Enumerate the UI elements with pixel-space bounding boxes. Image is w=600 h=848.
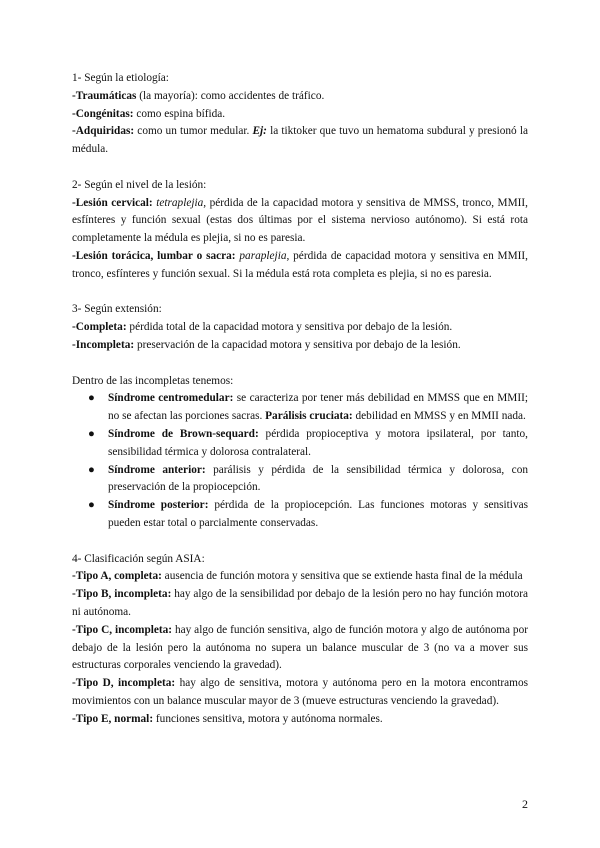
asia-tipo-c: -Tipo C, incompleta: hay algo de función sensitiva, algo de función motora y algo de autónoma por debajo de la lesión pero la autónoma no supera un balance muscular de 3 (no va a mover sus estructuras corporales venciendo la gravedad). <box>72 623 528 672</box>
list-item: ● Síndrome posterior: pérdida de la propiocepción. Las funciones motoras y sensitivas pueden estar total o parcialmente conservadas. <box>88 499 528 529</box>
s2-toracica: -Lesión torácica, lumbar o sacra: paraplejia, pérdida de capacidad motora y sensitiva en MMII, tronco, esfínteres y función sexual. Si la médula está rota completa es plejia, si no es paresia. <box>72 249 528 280</box>
section2-heading: 2- Según el nivel de la lesión: <box>72 178 207 191</box>
s1-adquiridas: -Adquiridas: como un tumor medular. Ej: la tiktoker que tuvo un hematoma subdural y presionó la médula. <box>72 125 529 156</box>
bullet-icon: ● <box>88 499 95 512</box>
page-number: 2 <box>522 797 528 811</box>
s1-congenitas: -Congénitas: como espina bífida. <box>72 107 226 120</box>
section1-heading: 1- Según la etiología: <box>72 72 169 84</box>
syndrome-list <box>72 390 528 532</box>
s3-intro: Dentro de las incompletas tenemos: <box>72 374 234 387</box>
asia-tipo-a: -Tipo A, completa: ausencia de función motora y sensitiva que se extiende hasta final de la médula <box>72 570 523 583</box>
bullet-icon: ● <box>88 392 95 405</box>
asia-tipo-e: -Tipo E, normal: funciones sensitiva, motora y autónoma normales. <box>72 712 383 725</box>
list-item: ● Síndrome anterior: parálisis y pérdida de la sensibilidad térmica y dolorosa, con preservación de la propiocepción. <box>88 463 528 494</box>
asia-tipo-d: -Tipo D, incompleta: hay algo de sensitiva, motora y autónoma pero en la motora encontramos movimientos con un balance muscular mayor de 3 (mueve estructuras venciendo la gravedad). <box>72 677 528 707</box>
asia-tipo-b: -Tipo B, incompleta: hay algo de la sensibilidad por debajo de la lesión pero no hay función motora ni autónoma. <box>72 588 528 618</box>
s1-traumaticas: -Traumáticas (la mayoría): como accidentes de tráfico. <box>72 89 325 102</box>
s3-completa: -Completa: pérdida total de la capacidad motora y sensitiva por debajo de la lesión. <box>72 321 453 334</box>
section3-heading: 3- Según extensión: <box>72 303 162 316</box>
bullet-icon: ● <box>88 463 95 476</box>
list-item: ● Síndrome de Brown-sequard: pérdida propioceptiva y motora ipsilateral, por tanto, sensibilidad térmica y dolorosa contralateral. <box>88 427 528 458</box>
section4-heading: 4- Clasificación según ASIA: <box>72 552 205 565</box>
s2-cervical: -Lesión cervical: tetraplejia, pérdida de la capacidad motora y sensitiva de MMSS, tronco, MMII, esfínteres y función sexual (estas dos últimas por el sistema nervioso autónomo). Si está rota completamente la médula es plejia, si no es paresia. <box>72 196 528 245</box>
s3-incompleta: -Incompleta: preservación de la capacidad motora y sensitiva por debajo de la lesión. <box>72 338 461 351</box>
document-body <box>72 70 528 728</box>
bullet-icon: ● <box>88 427 95 440</box>
list-item: ● Síndrome centromedular: se caracteriza por tener más debilidad en MMSS que en MMII; no se afectan las porciones sacras. Parálisis cruciata: debilidad en MMSS y en MMII nada. <box>88 392 528 423</box>
